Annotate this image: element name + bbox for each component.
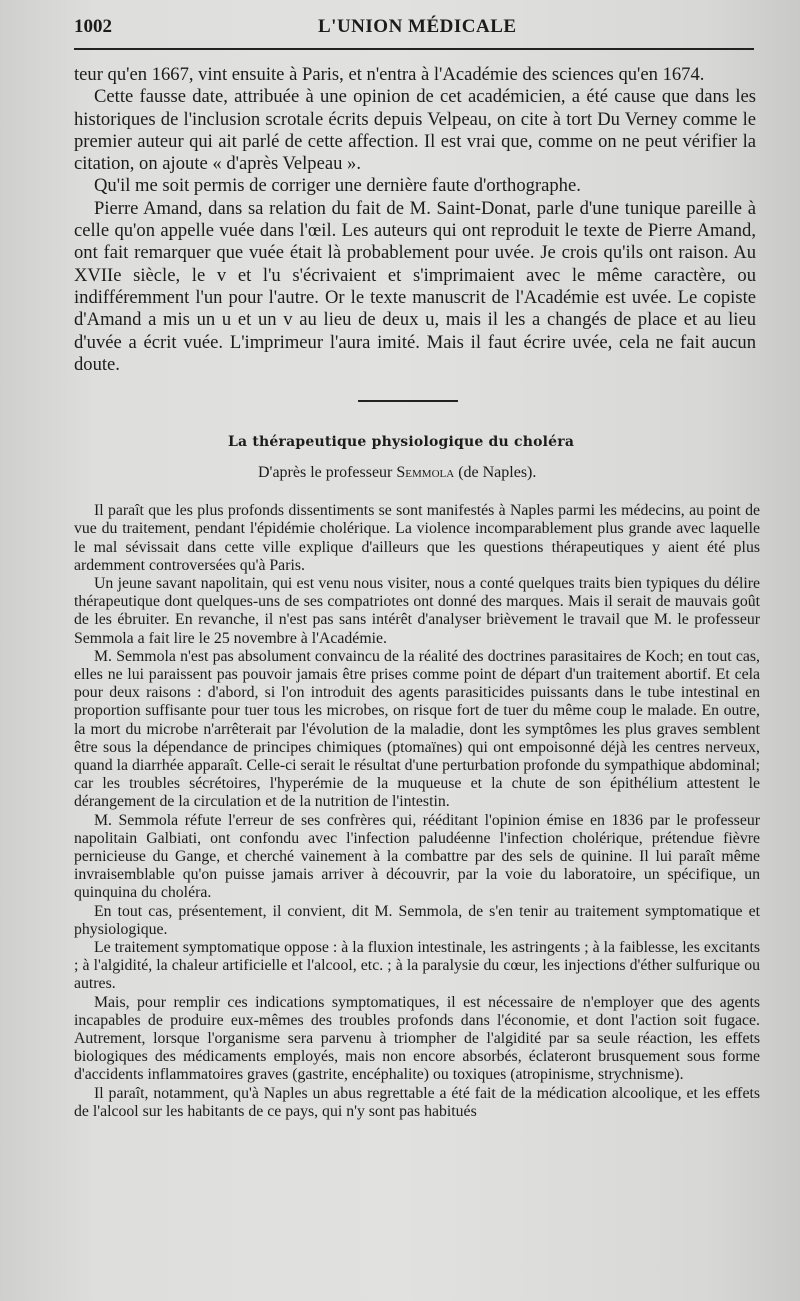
paragraph: Un jeune savant napolitain, qui est venu nous visiter, nous a conté quelques traits bien typiques du délire thérapeutique dont quelques-uns de ses compatriotes ont donné des marques. Mais il serait de mauvais goût de les ébruiter. En revanche, il n'est pas sans intérêt d'analyser brièvement le travail que M. le professeur Semmola a fait lire le 25 novembre à l'Académie. [74,574,760,647]
paragraph: M. Semmola n'est pas absolument convaincu de la réalité des doctrines parasitaires de Koch; en tout cas, elles ne lui paraissent pas pouvoir jamais être prises comme point de départ d'un traitement abortif. Et cela pour deux raisons : d'abord, si l'on introduit des agents parasiticides puissants dans le tube intestinal en proportion suffisante pour tuer tous les microbes, on risque fort de tuer du même coup le malade. En outre, la mort du microbe n'arrêterait par l'évolution de la maladie, dont les symptômes les plus graves semblent être sous la dépendance de principes chimiques (ptomaïnes) qui ont empoisonné déjà les centres nerveux, quand la diarrhée apparaît. Celle-ci serait le résultat d'une perturbation profonde du sympathique abdominal; car les troubles sécrétoires, l'hyperémie de la muqueuse et la chute de son épithélium attestent le dérangement de la circulation et de la nutrition de l'intestin. [74,647,760,811]
running-title: L'UNION MÉDICALE [318,16,517,37]
paragraph: Pierre Amand, dans sa relation du fait de M. Saint-Donat, parle d'une tunique pareille à celle qu'on appelle vuée dans l'œil. Les auteurs qui ont reproduit le texte de Pierre Amand, ont fait remarquer que vuée était là probablement pour uvée. Je crois qu'ils ont raison. Au XVIIe siècle, le v et l'u s'écrivaient et s'imprimaient avec le même caractère, ou indifféremment l'un pour l'autre. Or le texte manuscrit de l'Académie est uvée. Le copiste d'Amand a mis un u et un v au lieu de deux u, mais il les a changés de place et au lieu d'uvée a écrit vuée. L'imprimeur l'aura imité. Mais il faut écrire uvée, cela ne fait aucun doute. [74,197,756,375]
header-rule [74,48,754,50]
paragraph: Cette fausse date, attribuée à une opinion de cet académicien, a été cause que dans les historiques de l'inclusion scrotale écrits depuis Velpeau, on cite à tort Du Verney comme le premier auteur qui ait parlé de cette affection. Il est vrai que, comme on ne peut vérifier la citation, on ajoute « d'après Velpeau ». [74,86,756,175]
paragraph: Le traitement symptomatique oppose : à la fluxion intestinale, les astringents ; à la faiblesse, les excitants ; à l'algidité, la chaleur artificielle et l'alcool, etc. ; à la paralysie du cœur, les injections d'éther sulfurique ou autres. [74,939,760,993]
paragraph: Il paraît, notamment, qu'à Naples un abus regrettable a été fait de la médication alcoolique, et les effets de l'alcool sur les habitants de ce pays, qui n'y sont pas habitués [74,1084,760,1120]
byline-author: Semmola [396,464,455,482]
page-number: 1002 [74,16,112,37]
section-separator [358,400,458,402]
paragraph: M. Semmola réfute l'erreur de ses confrères qui, rééditant l'opinion émise en 1836 par le professeur napolitain Galbiati, ont confondu avec l'infection paludéenne l'infection cholérique, prétendue fièvre pernicieuse du Gange, et cherché vainement à la combattre par des sels de quinine. Il lui paraît même invraisemblable qu'on puisse jamais arriver à découvrir, par la voie du laboratoire, un spécifique, un quinquina du choléra. [74,811,760,902]
paragraph: Qu'il me soit permis de corriger une dernière faute d'orthographe. [94,175,581,197]
paragraph: Il paraît que les plus profonds dissentiments se sont manifestés à Naples parmi les médecins, au point de vue du traitement, pendant l'épidémie cholérique. La violence incomparablement plus grande avec laquelle le mal sévissait dans cette ville explique d'ailleurs que les questions thérapeutiques y aient été plus ardemment controversées qu'à Paris. [74,502,760,574]
paragraph: En tout cas, présentement, il convient, dit M. Semmola, de s'en tenir au traitement symptomatique et physiologique. [74,902,760,938]
paragraph: Mais, pour remplir ces indications symptomatiques, il est nécessaire de n'employer que des agents incapables de produire eux-mêmes des troubles profonds dans l'économie, et dont l'action soit fugace. Autrement, lorsque l'organisme sera parvenu à triompher de l'algidité par sa seule réaction, les effets biologiques des médicaments employés, mais non encore absorbés, éclateront brusquement sous forme d'accidents inflammatoires graves (gastrite, encéphalite) ou toxiques (atropinisme, strychnisme). [74,993,760,1084]
previous-article-continuation [74,64,760,376]
article-body [74,502,760,1121]
article-title: La thérapeutique physiologique du choléra [228,434,575,451]
page-header [74,14,760,38]
byline-prefix: D'après le professeur [258,464,397,482]
article-byline [258,464,760,482]
byline-suffix: (de Naples). [454,464,537,482]
paragraph: teur qu'en 1667, vint ensuite à Paris, et n'entra à l'Académie des sciences qu'en 1674. [74,64,705,85]
